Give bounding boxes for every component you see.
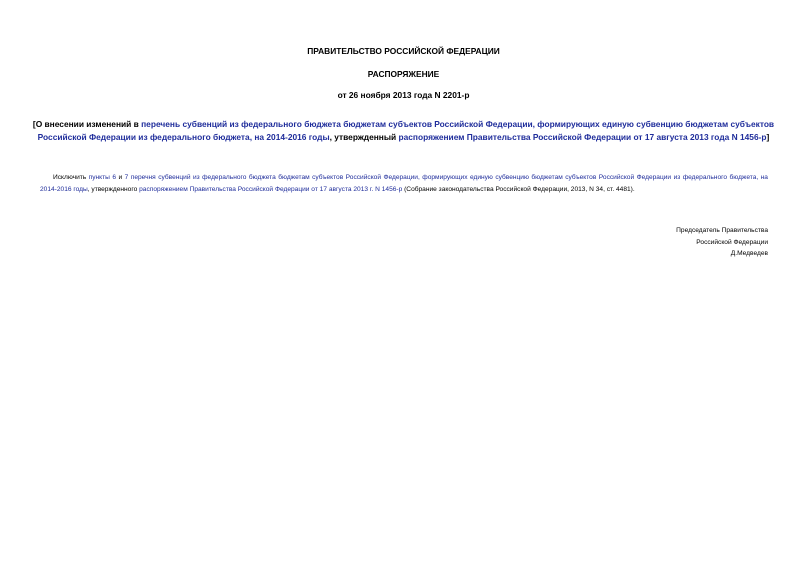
body-approved-text: , утвержденного bbox=[87, 185, 140, 193]
subject-open-text: [О внесении изменений в bbox=[32, 119, 142, 129]
document-type-heading: РАСПОРЯЖЕНИЕ bbox=[367, 69, 440, 79]
body-and-text: и bbox=[116, 174, 125, 181]
document-subject bbox=[32, 118, 775, 143]
government-heading: ПРАВИТЕЛЬСТВО РОССИЙСКОЙ ФЕДЕРАЦИИ bbox=[307, 46, 500, 56]
subject-order-link[interactable]: распоряжением Правительства Российской Федерации от 17 августа 2013 года N 1456-р bbox=[398, 131, 767, 142]
body-lead-text: Исключить bbox=[53, 174, 89, 181]
body-order-link[interactable]: распоряжением Правительства Российской Федерации от 17 августа 2013 г. N 1456-р bbox=[139, 185, 403, 193]
body-list-link[interactable]: перечня субвенций из федерального бюджета бюджетам субъектов Российской Федерации, формирующих единую субвенцию бюджетам субъектов Российской Федерации из федерального бюджета, на 2014-2016 годы bbox=[40, 174, 768, 193]
body-point-7-link[interactable]: 7 bbox=[124, 174, 129, 181]
body-tail-text: (Собрание законодательства Российской Федерации, 2013, N 34, ст. 4481). bbox=[402, 185, 635, 193]
signature-title-country: Российской Федерации bbox=[696, 238, 768, 246]
subject-middle-text: , утвержденный bbox=[329, 131, 399, 142]
signature-title: Председатель Правительства bbox=[676, 227, 768, 234]
document-body-paragraph bbox=[40, 172, 768, 195]
subject-list-link[interactable]: перечень субвенций из федерального бюджета бюджетам субъектов Российской Федерации, формирующих единую субвенцию бюджетам субъектов Российской Федерации из федерального бюджета, на 2014-2016 годы bbox=[37, 119, 775, 142]
document-date-number: от 26 ноября 2013 года N 2201-р bbox=[337, 90, 470, 100]
body-points-6-link[interactable]: пункты 6 bbox=[88, 174, 117, 181]
signature-name: Д.Медведев bbox=[730, 250, 768, 257]
signature-block bbox=[676, 225, 768, 260]
subject-close-text: ] bbox=[766, 131, 770, 142]
